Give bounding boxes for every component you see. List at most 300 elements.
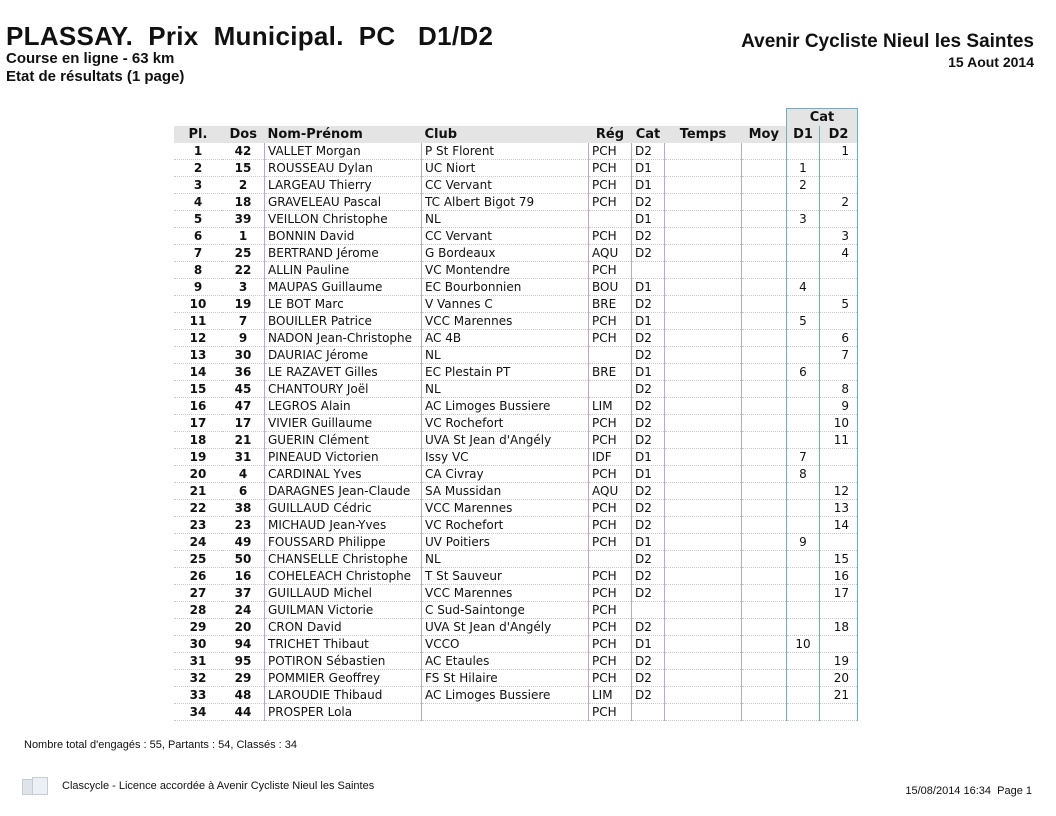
cell-reg: PCH [589, 568, 632, 585]
cell-reg: LIM [589, 398, 632, 415]
cell-d2: 2 [820, 194, 858, 211]
cell-reg: PCH [589, 432, 632, 449]
cell-d2: 11 [820, 432, 858, 449]
cell-club: VCC Marennes [422, 313, 589, 330]
organizer-club: Avenir Cycliste Nieul les Saintes [741, 31, 1034, 52]
cell-moy [742, 279, 787, 296]
cell-reg: PCH [589, 500, 632, 517]
licence-text: Clascycle - Licence accordée à Avenir Cycliste Nieul les Saintes [62, 780, 375, 792]
cell-nom: BOUILLER Patrice [265, 313, 422, 330]
cell-pl: 2 [174, 160, 222, 177]
document-header-right [741, 31, 1034, 71]
cell-cat: D2 [632, 296, 665, 313]
cell-temps [665, 296, 742, 313]
cell-temps [665, 568, 742, 585]
cell-club: VCC Marennes [422, 500, 589, 517]
cell-nom: COHELEACH Christophe [265, 568, 422, 585]
table-row [174, 245, 858, 262]
cell-pl: 10 [174, 296, 222, 313]
col-header-temps: Temps [665, 126, 742, 143]
cell-club: T St Sauveur [422, 568, 589, 585]
cell-dos: 1 [222, 228, 265, 245]
cell-d1: 10 [787, 636, 820, 653]
cell-temps [665, 619, 742, 636]
cell-moy [742, 347, 787, 364]
cell-dos: 18 [222, 194, 265, 211]
cell-pl: 30 [174, 636, 222, 653]
cell-reg: PCH [589, 313, 632, 330]
cell-cat: D1 [632, 364, 665, 381]
table-row [174, 551, 858, 568]
cell-pl: 5 [174, 211, 222, 228]
cell-nom: ROUSSEAU Dylan [265, 160, 422, 177]
cell-pl: 31 [174, 653, 222, 670]
cell-club: VC Rochefort [422, 415, 589, 432]
cell-moy [742, 296, 787, 313]
cell-moy [742, 177, 787, 194]
table-row [174, 687, 858, 704]
cell-nom: BONNIN David [265, 228, 422, 245]
event-date: 15 Aout 2014 [948, 54, 1034, 70]
cell-club: CC Vervant [422, 228, 589, 245]
cell-moy [742, 602, 787, 619]
cell-temps [665, 143, 742, 160]
cell-reg [589, 551, 632, 568]
cell-reg: AQU [589, 245, 632, 262]
cell-dos: 19 [222, 296, 265, 313]
cell-club: NL [422, 381, 589, 398]
cell-club: CA Civray [422, 466, 589, 483]
cell-club: AC 4B [422, 330, 589, 347]
cell-d2 [820, 160, 858, 177]
col-header-d2: D2 [820, 126, 858, 143]
cell-club: EC Plestain PT [422, 364, 589, 381]
cell-d2 [820, 466, 858, 483]
results-table [174, 108, 858, 721]
cell-moy [742, 466, 787, 483]
cell-d1 [787, 415, 820, 432]
cell-cat: D1 [632, 534, 665, 551]
cell-pl: 27 [174, 585, 222, 602]
cell-reg: PCH [589, 143, 632, 160]
cell-dos: 21 [222, 432, 265, 449]
cell-temps [665, 687, 742, 704]
cell-temps [665, 228, 742, 245]
page-title: PLASSAY. Prix Municipal. PC D1/D2 [6, 21, 494, 51]
cell-dos: 3 [222, 279, 265, 296]
cell-nom: PINEAUD Victorien [265, 449, 422, 466]
cell-d1: 9 [787, 534, 820, 551]
cell-nom: LE RAZAVET Gilles [265, 364, 422, 381]
cell-dos: 9 [222, 330, 265, 347]
cell-nom: PROSPER Lola [265, 704, 422, 721]
cell-d2 [820, 279, 858, 296]
cell-cat: D1 [632, 449, 665, 466]
cell-pl: 13 [174, 347, 222, 364]
cell-club: VC Rochefort [422, 517, 589, 534]
cell-reg: PCH [589, 670, 632, 687]
cell-nom: POMMIER Geoffrey [265, 670, 422, 687]
cell-cat: D2 [632, 228, 665, 245]
cell-club: UVA St Jean d'Angély [422, 619, 589, 636]
table-row [174, 602, 858, 619]
footer-timestamp: 15/08/2014 16:34 Page 1 [905, 785, 1032, 797]
cell-cat: D2 [632, 568, 665, 585]
cell-pl: 26 [174, 568, 222, 585]
cell-club [422, 704, 589, 721]
cell-cat: D1 [632, 313, 665, 330]
cell-moy [742, 211, 787, 228]
cell-nom: MICHAUD Jean-Yves [265, 517, 422, 534]
cell-reg: PCH [589, 619, 632, 636]
table-row [174, 449, 858, 466]
cell-cat: D1 [632, 177, 665, 194]
cell-d2: 15 [820, 551, 858, 568]
cell-d1 [787, 398, 820, 415]
table-row [174, 653, 858, 670]
cell-d1 [787, 568, 820, 585]
table-row [174, 619, 858, 636]
cell-temps [665, 381, 742, 398]
cell-club: SA Mussidan [422, 483, 589, 500]
cell-reg [589, 211, 632, 228]
table-row [174, 534, 858, 551]
cell-cat: D2 [632, 619, 665, 636]
cat-group-header: Cat [787, 109, 858, 127]
cell-cat: D2 [632, 245, 665, 262]
cell-temps [665, 177, 742, 194]
cell-d2: 6 [820, 330, 858, 347]
cell-d1 [787, 619, 820, 636]
cell-d2: 21 [820, 687, 858, 704]
cell-moy [742, 364, 787, 381]
cell-cat: D2 [632, 381, 665, 398]
cell-club: VC Montendre [422, 262, 589, 279]
cell-nom: GUILLAUD Cédric [265, 500, 422, 517]
cell-nom: LARGEAU Thierry [265, 177, 422, 194]
cell-dos: 94 [222, 636, 265, 653]
results-body [174, 143, 858, 721]
cell-dos: 50 [222, 551, 265, 568]
cell-nom: NADON Jean-Christophe [265, 330, 422, 347]
cell-temps [665, 415, 742, 432]
cell-dos: 25 [222, 245, 265, 262]
cell-cat: D2 [632, 670, 665, 687]
table-row [174, 585, 858, 602]
cell-moy [742, 313, 787, 330]
cell-nom: FOUSSARD Philippe [265, 534, 422, 551]
col-header-dos: Dos [222, 126, 265, 143]
cell-reg: PCH [589, 517, 632, 534]
cell-d1 [787, 670, 820, 687]
cell-moy [742, 636, 787, 653]
cell-club: NL [422, 211, 589, 228]
cell-d1 [787, 687, 820, 704]
cell-moy [742, 483, 787, 500]
cell-nom: CARDINAL Yves [265, 466, 422, 483]
cell-cat: D2 [632, 432, 665, 449]
cell-dos: 95 [222, 653, 265, 670]
cell-temps [665, 551, 742, 568]
cell-moy [742, 228, 787, 245]
cell-pl: 6 [174, 228, 222, 245]
cell-d1 [787, 143, 820, 160]
cell-moy [742, 551, 787, 568]
cell-dos: 48 [222, 687, 265, 704]
cell-reg: PCH [589, 160, 632, 177]
cell-moy [742, 381, 787, 398]
cell-moy [742, 653, 787, 670]
cell-club: G Bordeaux [422, 245, 589, 262]
cell-reg: PCH [589, 415, 632, 432]
cell-moy [742, 415, 787, 432]
cell-d1 [787, 653, 820, 670]
col-header-moy: Moy [742, 126, 787, 143]
cell-reg: LIM [589, 687, 632, 704]
table-row [174, 313, 858, 330]
cell-dos: 4 [222, 466, 265, 483]
table-row [174, 704, 858, 721]
cell-moy [742, 262, 787, 279]
cell-d2: 3 [820, 228, 858, 245]
cell-club: FS St Hilaire [422, 670, 589, 687]
col-header-nom: Nom-Prénom [265, 126, 422, 143]
cell-temps [665, 449, 742, 466]
cell-club: V Vannes C [422, 296, 589, 313]
header-row [174, 126, 858, 143]
cell-cat: D2 [632, 194, 665, 211]
cell-cat: D2 [632, 585, 665, 602]
cell-moy [742, 432, 787, 449]
cell-club: AC Limoges Bussiere [422, 398, 589, 415]
cell-pl: 33 [174, 687, 222, 704]
cell-d2: 20 [820, 670, 858, 687]
cell-dos: 6 [222, 483, 265, 500]
cell-moy [742, 160, 787, 177]
table-row [174, 211, 858, 228]
cell-dos: 42 [222, 143, 265, 160]
cell-d2 [820, 602, 858, 619]
cell-d2 [820, 704, 858, 721]
cell-cat: D2 [632, 143, 665, 160]
cell-reg: BRE [589, 364, 632, 381]
cell-cat: D2 [632, 483, 665, 500]
cell-reg: PCH [589, 194, 632, 211]
table-row [174, 466, 858, 483]
cell-d2: 8 [820, 381, 858, 398]
cell-dos: 47 [222, 398, 265, 415]
cell-d1: 5 [787, 313, 820, 330]
cell-d1 [787, 551, 820, 568]
cell-dos: 20 [222, 619, 265, 636]
cell-temps [665, 534, 742, 551]
cell-nom: DARAGNES Jean-Claude [265, 483, 422, 500]
table-row [174, 483, 858, 500]
cell-club: UV Poitiers [422, 534, 589, 551]
cell-reg: PCH [589, 534, 632, 551]
table-row [174, 500, 858, 517]
cell-temps [665, 602, 742, 619]
cell-d1: 6 [787, 364, 820, 381]
cell-temps [665, 330, 742, 347]
cell-temps [665, 211, 742, 228]
document-header-left [6, 22, 493, 86]
table-row [174, 279, 858, 296]
cell-reg: PCH [589, 262, 632, 279]
cell-reg: AQU [589, 483, 632, 500]
cell-nom: DAURIAC Jérome [265, 347, 422, 364]
cell-temps [665, 432, 742, 449]
cell-nom: VALLET Morgan [265, 143, 422, 160]
table-row [174, 262, 858, 279]
cell-d2 [820, 262, 858, 279]
table-row [174, 228, 858, 245]
cell-moy [742, 143, 787, 160]
cell-reg: PCH [589, 653, 632, 670]
cell-reg: PCH [589, 585, 632, 602]
cell-club: VCC Marennes [422, 585, 589, 602]
cell-d2 [820, 313, 858, 330]
cell-cat: D2 [632, 517, 665, 534]
cell-d1 [787, 602, 820, 619]
cell-pl: 16 [174, 398, 222, 415]
cell-dos: 38 [222, 500, 265, 517]
cell-d1: 7 [787, 449, 820, 466]
cell-d1 [787, 194, 820, 211]
cell-temps [665, 517, 742, 534]
cell-cat [632, 704, 665, 721]
cell-moy [742, 194, 787, 211]
cell-nom: GRAVELEAU Pascal [265, 194, 422, 211]
cell-club: VCCO [422, 636, 589, 653]
cell-nom: CHANSELLE Christophe [265, 551, 422, 568]
cell-dos: 29 [222, 670, 265, 687]
cell-d2: 13 [820, 500, 858, 517]
cell-dos: 15 [222, 160, 265, 177]
table-row [174, 194, 858, 211]
cell-pl: 1 [174, 143, 222, 160]
cell-temps [665, 313, 742, 330]
table-row [174, 330, 858, 347]
cell-pl: 22 [174, 500, 222, 517]
cell-dos: 17 [222, 415, 265, 432]
cell-cat: D2 [632, 653, 665, 670]
cell-moy [742, 670, 787, 687]
cell-cat: D2 [632, 330, 665, 347]
cell-dos: 44 [222, 704, 265, 721]
table-row [174, 381, 858, 398]
cell-d1: 4 [787, 279, 820, 296]
table-row [174, 160, 858, 177]
cell-d1 [787, 296, 820, 313]
col-header-d1: D1 [787, 126, 820, 143]
cell-d2 [820, 364, 858, 381]
table-row [174, 347, 858, 364]
cell-temps [665, 364, 742, 381]
cell-dos: 36 [222, 364, 265, 381]
footer-licence [20, 775, 374, 797]
cell-club: C Sud-Saintonge [422, 602, 589, 619]
cell-pl: 9 [174, 279, 222, 296]
table-row [174, 296, 858, 313]
cell-club: CC Vervant [422, 177, 589, 194]
cell-reg: PCH [589, 466, 632, 483]
cell-dos: 24 [222, 602, 265, 619]
cell-temps [665, 483, 742, 500]
table-row [174, 670, 858, 687]
cell-nom: CHANTOURY Joël [265, 381, 422, 398]
header-group-row [174, 109, 858, 127]
cell-moy [742, 398, 787, 415]
cell-reg: BRE [589, 296, 632, 313]
cell-temps [665, 398, 742, 415]
cell-reg: IDF [589, 449, 632, 466]
cell-d1 [787, 381, 820, 398]
cell-d2: 9 [820, 398, 858, 415]
table-row [174, 177, 858, 194]
cell-d2: 17 [820, 585, 858, 602]
cell-nom: MAUPAS Guillaume [265, 279, 422, 296]
cell-reg [589, 381, 632, 398]
cell-dos: 22 [222, 262, 265, 279]
cell-cat: D1 [632, 211, 665, 228]
cell-dos: 23 [222, 517, 265, 534]
cell-pl: 29 [174, 619, 222, 636]
cell-club: EC Bourbonnien [422, 279, 589, 296]
cell-moy [742, 245, 787, 262]
cell-temps [665, 194, 742, 211]
cell-d1 [787, 245, 820, 262]
cell-pl: 17 [174, 415, 222, 432]
cell-club: AC Etaules [422, 653, 589, 670]
cell-temps [665, 500, 742, 517]
cell-dos: 2 [222, 177, 265, 194]
cell-temps [665, 653, 742, 670]
cell-cat: D2 [632, 415, 665, 432]
cell-club: NL [422, 347, 589, 364]
cell-dos: 30 [222, 347, 265, 364]
cell-d1: 3 [787, 211, 820, 228]
cell-d2: 1 [820, 143, 858, 160]
cell-d1: 8 [787, 466, 820, 483]
cell-pl: 18 [174, 432, 222, 449]
table-row [174, 517, 858, 534]
cell-nom: LEGROS Alain [265, 398, 422, 415]
cell-pl: 14 [174, 364, 222, 381]
cell-dos: 7 [222, 313, 265, 330]
cell-d1 [787, 262, 820, 279]
cell-d1 [787, 330, 820, 347]
cell-d2: 19 [820, 653, 858, 670]
cell-moy [742, 585, 787, 602]
cell-nom: BERTRAND Jérome [265, 245, 422, 262]
cell-pl: 32 [174, 670, 222, 687]
table-row [174, 364, 858, 381]
table-row [174, 636, 858, 653]
cell-club: AC Limoges Bussiere [422, 687, 589, 704]
cell-reg: PCH [589, 636, 632, 653]
cell-temps [665, 704, 742, 721]
cell-moy [742, 449, 787, 466]
cell-dos: 16 [222, 568, 265, 585]
cell-d1 [787, 585, 820, 602]
cell-cat: D1 [632, 636, 665, 653]
cell-cat: D2 [632, 347, 665, 364]
cell-pl: 3 [174, 177, 222, 194]
table-row [174, 143, 858, 160]
cell-pl: 25 [174, 551, 222, 568]
cell-moy [742, 687, 787, 704]
